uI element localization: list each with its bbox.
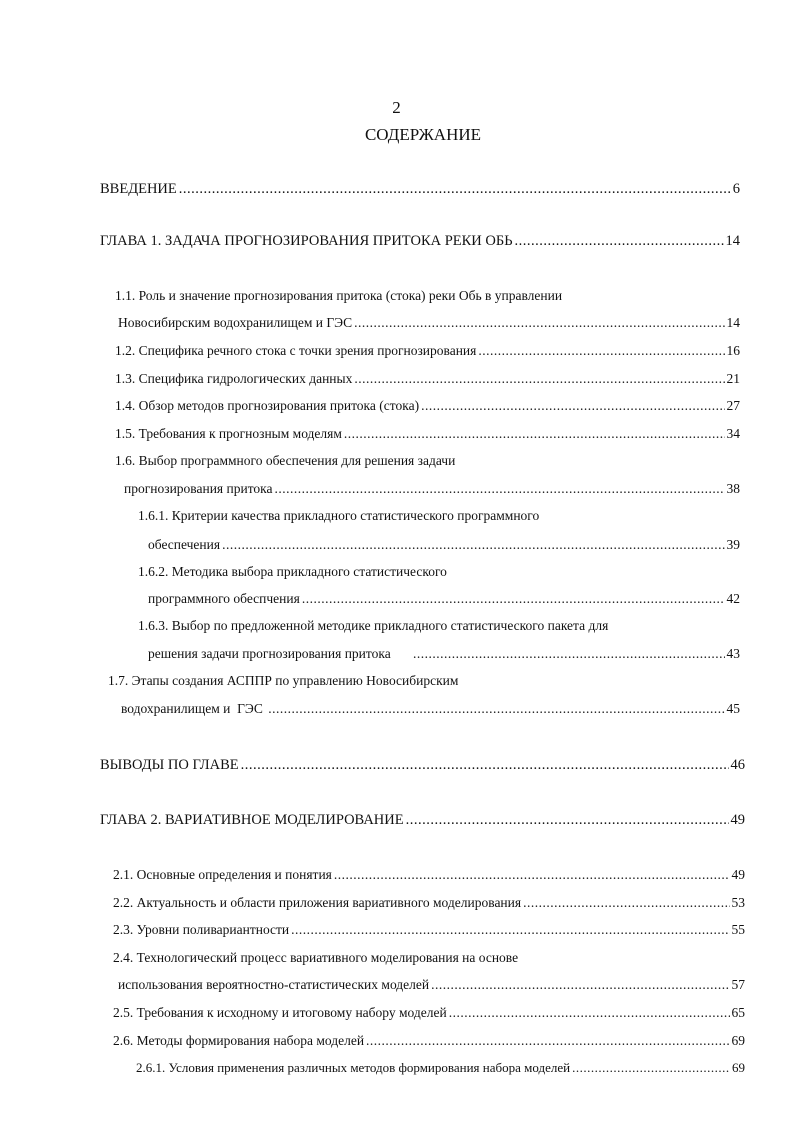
toc-entry-text: 1.7. Этапы создания АСППР по управлению Новосибирским bbox=[108, 673, 459, 688]
toc-entry bbox=[113, 895, 745, 915]
toc-entry bbox=[100, 757, 745, 777]
toc-entry-page: 27 bbox=[726, 398, 740, 413]
toc-entry bbox=[100, 812, 745, 832]
toc-entry bbox=[100, 233, 740, 253]
toc-entry bbox=[148, 591, 740, 611]
toc-entry bbox=[115, 371, 740, 391]
toc-entry-text: обеспечения bbox=[148, 537, 221, 552]
toc-entry-text: программного обеспчения bbox=[148, 591, 300, 606]
toc-entry-text: 2.4. Технологический процесс вариативного моделирования на основе bbox=[113, 950, 519, 965]
toc-entry-page: 16 bbox=[726, 343, 740, 358]
toc-entry bbox=[148, 537, 740, 557]
toc-entry-text: 1.4. Обзор методов прогнозирования притока (стока) bbox=[115, 398, 420, 413]
toc-entry-text: 2.2. Актуальность и области приложения вариативного моделирования bbox=[113, 895, 522, 910]
toc-entry-page: 65 bbox=[731, 1005, 745, 1020]
toc-entry-text: использования вероятностно-статистических моделей bbox=[118, 977, 430, 992]
toc-leader-dots bbox=[275, 481, 725, 497]
toc-entry-text: водохранилищем и ГЭС bbox=[121, 701, 267, 716]
toc-leader-dots bbox=[478, 343, 724, 359]
toc-leader-dots bbox=[413, 646, 725, 662]
toc-entry bbox=[148, 646, 740, 666]
toc-leader-dots bbox=[268, 701, 724, 717]
toc-leader-dots bbox=[354, 371, 724, 387]
toc-entry-text: 2.3. Уровни поливариантности bbox=[113, 922, 290, 937]
toc-leader-dots bbox=[291, 922, 729, 938]
toc-leader-dots bbox=[515, 233, 724, 250]
toc-entry bbox=[115, 453, 740, 473]
toc-entry-page: 49 bbox=[731, 867, 745, 882]
toc-leader-dots bbox=[222, 537, 724, 553]
toc-entry-text: Новосибирским водохранилищем и ГЭС bbox=[118, 315, 353, 330]
toc-entry-text: 2.6. Методы формирования набора моделей bbox=[113, 1033, 365, 1048]
toc-leader-dots bbox=[523, 895, 729, 911]
toc-entry-text: 1.6.3. Выбор по предложенной методике прикладного статистического пакета для bbox=[138, 618, 609, 633]
toc-entry-text: 1.6.2. Методика выбора прикладного статистического bbox=[138, 564, 447, 579]
page-title: СОДЕРЖАНИЕ bbox=[364, 125, 482, 144]
toc-entry bbox=[115, 398, 740, 418]
toc-entry-page: 38 bbox=[726, 481, 740, 496]
toc-entry-page: 14 bbox=[725, 233, 740, 249]
toc-leader-dots bbox=[354, 315, 724, 331]
toc-entry bbox=[121, 701, 740, 721]
toc-entry-page: 43 bbox=[726, 646, 740, 661]
toc-leader-dots bbox=[421, 398, 724, 414]
toc-entry bbox=[113, 867, 745, 887]
toc-entry-page: 34 bbox=[726, 426, 740, 441]
toc-entry bbox=[138, 618, 746, 638]
toc-entry bbox=[113, 922, 745, 942]
toc-entry bbox=[113, 950, 745, 970]
toc-entry bbox=[124, 481, 740, 501]
toc-entry-page: 69 bbox=[732, 1060, 745, 1075]
toc-leader-dots bbox=[179, 181, 731, 198]
toc-entry-text: прогнозирования притока bbox=[124, 481, 273, 496]
toc-leader-dots bbox=[406, 812, 729, 829]
toc-leader-dots bbox=[449, 1005, 730, 1021]
toc-entry-page: 14 bbox=[726, 315, 740, 330]
toc-entry bbox=[108, 673, 740, 693]
toc-entry-text: решения задачи прогнозирования притока bbox=[148, 646, 411, 661]
toc-entry bbox=[118, 315, 740, 335]
toc-leader-dots bbox=[241, 757, 729, 774]
toc-entry-text: ВВЕДЕНИЕ bbox=[100, 181, 177, 197]
toc-entry bbox=[113, 1033, 745, 1053]
toc-leader-dots bbox=[366, 1033, 729, 1049]
toc-entry-page: 6 bbox=[732, 181, 740, 197]
toc-entry-page: 45 bbox=[726, 701, 740, 716]
toc-entry-text: 1.6. Выбор программного обеспечения для решения задачи bbox=[115, 453, 456, 468]
toc-entry-page: 69 bbox=[731, 1033, 745, 1048]
toc-entry bbox=[118, 977, 745, 997]
toc-entry bbox=[115, 288, 740, 308]
toc-entry-text: 2.1. Основные определения и понятия bbox=[113, 867, 332, 882]
toc-leader-dots bbox=[572, 1060, 730, 1076]
toc-entry-text: ВЫВОДЫ ПО ГЛАВЕ bbox=[100, 757, 239, 773]
toc-entry-page: 49 bbox=[730, 812, 745, 828]
toc-entry bbox=[138, 564, 740, 584]
toc-entry-page: 39 bbox=[726, 537, 740, 552]
toc-entry-text: 2.5. Требования к исходному и итоговому набору моделей bbox=[113, 1005, 447, 1020]
toc-entry-page: 42 bbox=[726, 591, 740, 606]
toc-leader-dots bbox=[431, 977, 729, 993]
toc-leader-dots bbox=[334, 867, 730, 883]
toc-leader-dots bbox=[302, 591, 725, 607]
toc-entry-text: 1.5. Требования к прогнозным моделям bbox=[115, 426, 342, 441]
toc-entry bbox=[100, 181, 740, 201]
toc-entry-text: ГЛАВА 1. ЗАДАЧА ПРОГНОЗИРОВАНИЯ ПРИТОКА РЕКИ ОБЬ bbox=[100, 233, 513, 249]
toc-entry-text: 1.6.1. Критерии качества прикладного статистического программного bbox=[138, 508, 540, 523]
toc-entry-text: 2.6.1. Условия применения различных методов формирования набора моделей bbox=[136, 1060, 571, 1075]
toc-entry-page: 46 bbox=[730, 757, 745, 773]
toc-entry-text: 1.3. Специфика гидрологических данных bbox=[115, 371, 353, 386]
toc-entry bbox=[113, 1005, 745, 1025]
toc-entry-page: 57 bbox=[731, 977, 745, 992]
toc-leader-dots bbox=[344, 426, 725, 442]
toc-entry bbox=[115, 426, 740, 446]
toc-entry bbox=[115, 343, 740, 363]
toc-entry-text: 1.1. Роль и значение прогнозирования притока (стока) реки Обь в управлении bbox=[115, 288, 563, 303]
toc-entry-page: 55 bbox=[731, 922, 745, 937]
toc-entry bbox=[138, 508, 740, 528]
toc-entry bbox=[136, 1060, 745, 1080]
toc-entry-page: 53 bbox=[731, 895, 745, 910]
page-number: 2 bbox=[392, 98, 401, 117]
toc-entry-text: 1.2. Специфика речного стока с точки зрения прогнозирования bbox=[115, 343, 477, 358]
toc-entry-page: 21 bbox=[726, 371, 740, 386]
toc-entry-text: ГЛАВА 2. ВАРИАТИВНОЕ МОДЕЛИРОВАНИЕ bbox=[100, 812, 404, 828]
